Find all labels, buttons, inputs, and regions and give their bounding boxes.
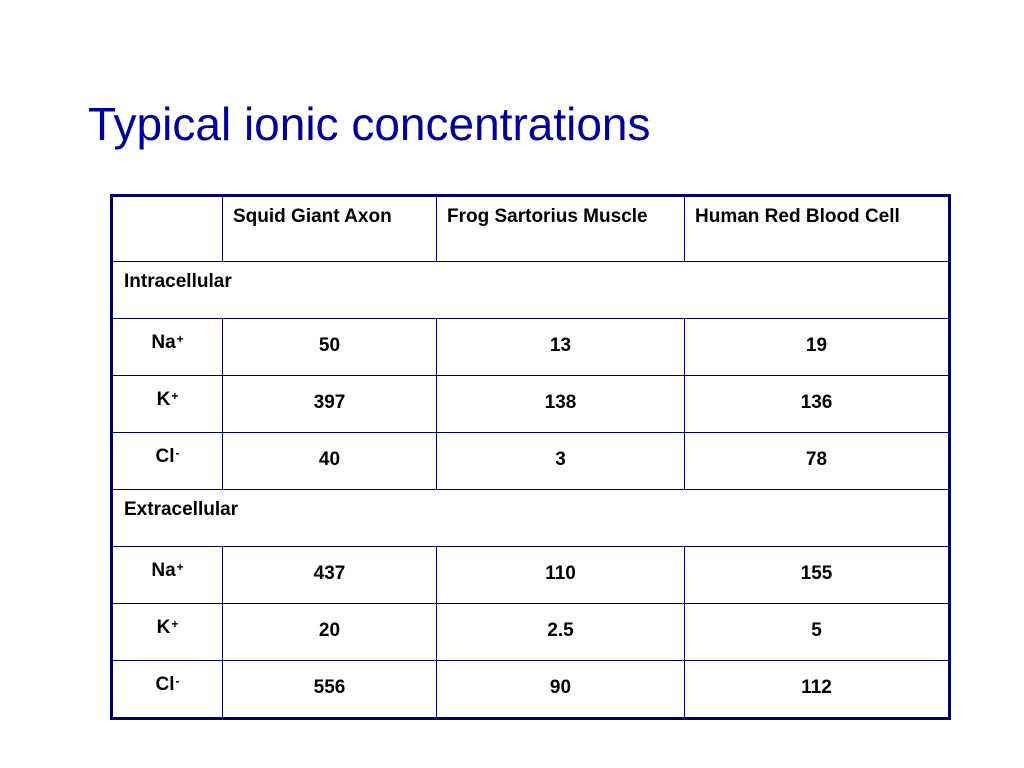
value-cell-squid: 556 <box>223 661 437 719</box>
section-label-intracellular: Intracellular <box>112 262 950 319</box>
ion-cell: Na+ <box>112 319 223 376</box>
section-row-extracellular <box>112 490 950 547</box>
value-cell-frog: 2.5 <box>437 604 685 661</box>
value-cell-squid: 20 <box>223 604 437 661</box>
table-row <box>112 433 950 490</box>
section-label-extracellular: Extracellular <box>112 490 950 547</box>
ion-cell: K+ <box>112 604 223 661</box>
table-row <box>112 547 950 604</box>
value-cell-frog: 138 <box>437 376 685 433</box>
table-row <box>112 319 950 376</box>
header-cell-human-red-blood-cell: Human Red Blood Cell <box>685 196 950 262</box>
section-row-intracellular <box>112 262 950 319</box>
table-row <box>112 376 950 433</box>
ion-cell: Cl- <box>112 661 223 719</box>
table-header-row <box>112 196 950 262</box>
ion-cell: K+ <box>112 376 223 433</box>
value-cell-frog: 110 <box>437 547 685 604</box>
value-cell-human: 78 <box>685 433 950 490</box>
ion-cell: Cl- <box>112 433 223 490</box>
value-cell-frog: 90 <box>437 661 685 719</box>
value-cell-squid: 437 <box>223 547 437 604</box>
value-cell-human: 5 <box>685 604 950 661</box>
value-cell-human: 155 <box>685 547 950 604</box>
ionic-concentration-table <box>110 194 951 720</box>
value-cell-human: 112 <box>685 661 950 719</box>
header-cell-squid-giant-axon: Squid Giant Axon <box>223 196 437 262</box>
value-cell-frog: 3 <box>437 433 685 490</box>
ion-cell: Na+ <box>112 547 223 604</box>
value-cell-frog: 13 <box>437 319 685 376</box>
value-cell-human: 136 <box>685 376 950 433</box>
value-cell-human: 19 <box>685 319 950 376</box>
value-cell-squid: 397 <box>223 376 437 433</box>
value-cell-squid: 40 <box>223 433 437 490</box>
table-row <box>112 661 950 719</box>
table-row <box>112 604 950 661</box>
slide-title: Typical ionic concentrations <box>88 98 651 150</box>
header-cell-empty <box>112 196 223 262</box>
value-cell-squid: 50 <box>223 319 437 376</box>
header-cell-frog-sartorius-muscle: Frog Sartorius Muscle <box>437 196 685 262</box>
